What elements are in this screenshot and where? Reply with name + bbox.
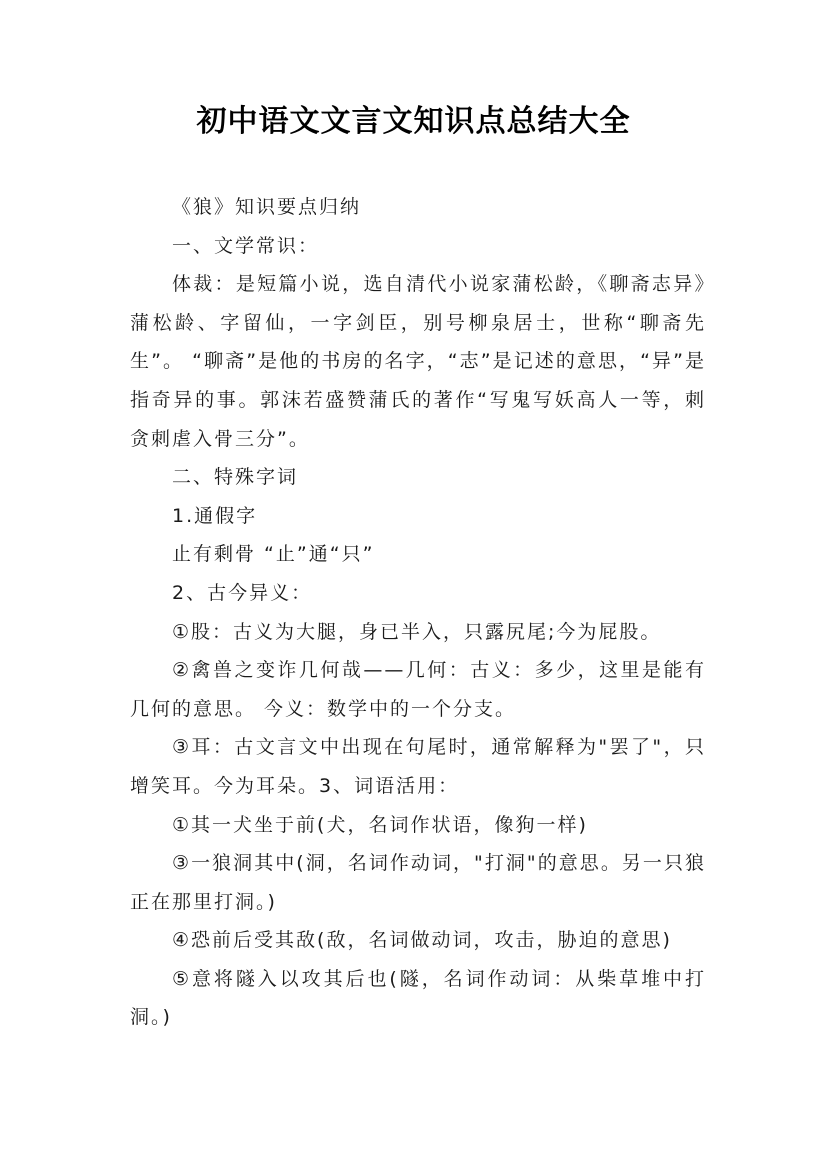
section-heading-literary-knowledge: 一、文学常识： [172, 234, 320, 257]
list-item-jihe: ②禽兽之变诈几何哉——几何：古义：多少，这里是能有几何的意思。 今义：数学中的一个分支。 [130, 659, 706, 720]
paragraph-genre: 体裁：是短篇小说，选自清代小说家蒲松龄，《聊斋志异》蒲松龄、字留仙，一字剑臣，别号柳泉居士，世称“聊斋先生”。 “聊斋”是他的书房的名字，“志”是记述的意思，“异”是指奇异的事。郭沫若盛赞蒲氏的著作“写鬼写妖高人一等，刺贪刺虐入骨三分”。 [130, 273, 706, 450]
list-item-sui: ⑤意将隧入以攻其后也(隧，名词作动词：从柴草堆中打洞。) [130, 967, 706, 1029]
list-item-er: ③耳：古文言文中出现在句尾时，通常解释为"罢了"，只增笑耳。今为耳朵。3、词语活用： [130, 736, 706, 797]
list-item-quan: ①其一犬坐于前(犬，名词作状语，像狗一样) [172, 813, 588, 836]
list-item-dong: ③一狼洞其中(洞，名词作动词，"打洞"的意思。另一只狼正在那里打洞。) [130, 852, 706, 913]
subheading-ancient-modern-meaning: 2、古今异义： [172, 581, 313, 604]
document-title: 初中语文文言文知识点总结大全 [196, 104, 631, 139]
document-body [130, 188, 706, 1037]
paragraph-zhi-example: 止有剩骨 “止”通“只” [172, 543, 375, 566]
list-item-di: ④恐前后受其敌(敌，名词做动词，攻击，胁迫的意思) [172, 929, 672, 952]
subheading-interchangeable-characters: 1.通假字 [172, 504, 258, 527]
section-heading-special-words: 二、特殊字词 [172, 466, 299, 489]
list-item-gu: ①股：古义为大腿，身已半入，只露尻尾;今为屁股。 [172, 620, 662, 643]
section-heading-wolf: 《狼》知识要点归纳 [172, 196, 362, 218]
